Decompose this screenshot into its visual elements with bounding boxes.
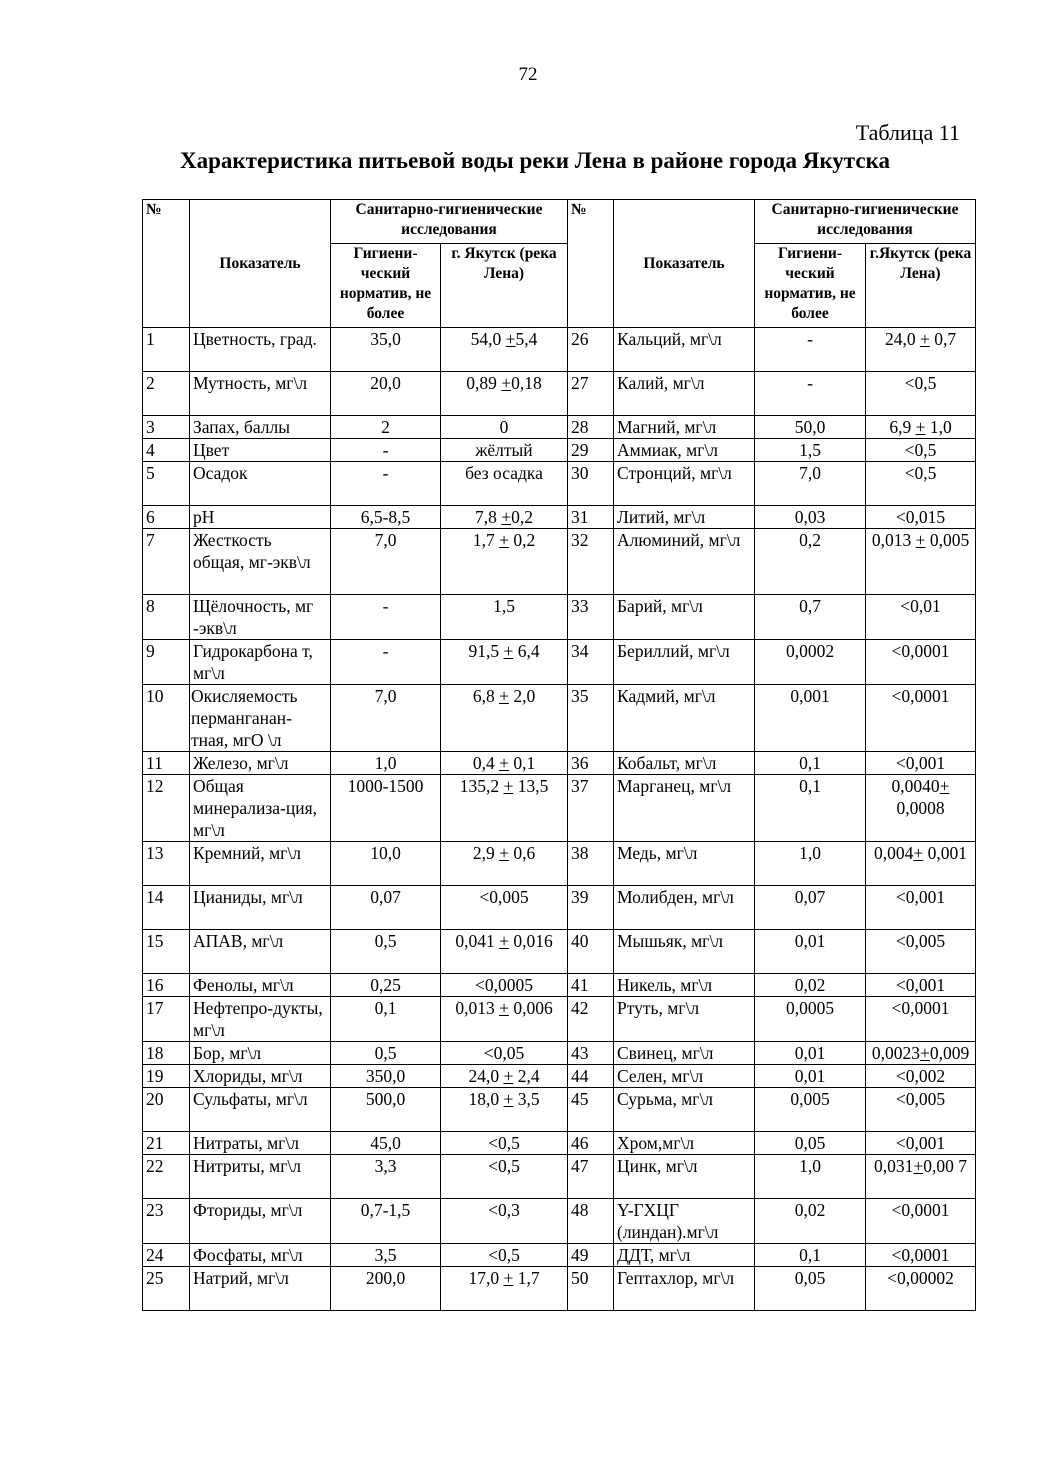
plus-minus-sign: + — [919, 1043, 930, 1063]
indicator-name: Осадок — [190, 462, 331, 506]
row-number: 13 — [143, 842, 190, 886]
table-row — [143, 1199, 976, 1244]
indicator-name: Литий, мг\л — [614, 506, 755, 529]
yakutsk-value: 0,013 + 0,005 — [866, 529, 976, 595]
plus-minus-sign: + — [499, 530, 509, 550]
water-quality-table — [142, 199, 976, 1311]
yakutsk-value: 0,4 + 0,1 — [441, 752, 568, 775]
indicator-name: Алюминий, мг\л — [614, 529, 755, 595]
row-number: 47 — [568, 1155, 614, 1199]
plus-minus-sign: + — [939, 776, 950, 796]
row-number: 10 — [143, 685, 190, 752]
table-row — [143, 462, 976, 506]
yakutsk-value: <0,5 — [441, 1155, 568, 1199]
yakutsk-value: 54,0 +5,4 — [441, 328, 568, 372]
table-label: Таблица 11 — [855, 120, 960, 145]
hygienic-norm: 0,01 — [755, 1042, 866, 1065]
yakutsk-value: 0,031+0,00 7 — [866, 1155, 976, 1199]
hygienic-norm: - — [331, 640, 441, 685]
plus-minus-sign: + — [499, 843, 509, 863]
header-norm-left: Гигиени-ческий норматив, не более — [331, 244, 441, 328]
hygienic-norm: 45,0 — [331, 1132, 441, 1155]
hygienic-norm: 10,0 — [331, 842, 441, 886]
hygienic-norm: 6,5-8,5 — [331, 506, 441, 529]
yakutsk-value: 2,9 + 0,6 — [441, 842, 568, 886]
row-number: 46 — [568, 1132, 614, 1155]
yakutsk-value: <0,0001 — [866, 1199, 976, 1244]
hygienic-norm: 0,07 — [755, 886, 866, 930]
hygienic-norm: 0,005 — [755, 1088, 866, 1132]
hygienic-norm: 35,0 — [331, 328, 441, 372]
row-number: 41 — [568, 974, 614, 997]
table-row — [143, 752, 976, 775]
yakutsk-value: <0,5 — [866, 372, 976, 416]
indicator-name: ДДТ, мг\л — [614, 1244, 755, 1267]
hygienic-norm: 0,05 — [755, 1132, 866, 1155]
row-number: 17 — [143, 997, 190, 1042]
hygienic-norm: 0,01 — [755, 930, 866, 974]
row-number: 15 — [143, 930, 190, 974]
row-number: 25 — [143, 1267, 190, 1311]
row-number: 8 — [143, 595, 190, 640]
row-number: 11 — [143, 752, 190, 775]
indicator-name: Сурьма, мг\л — [614, 1088, 755, 1132]
row-number: 48 — [568, 1199, 614, 1244]
table-row — [143, 328, 976, 372]
table-row — [143, 1132, 976, 1155]
yakutsk-value: 91,5 + 6,4 — [441, 640, 568, 685]
table-row — [143, 1042, 976, 1065]
indicator-name: Медь, мг\л — [614, 842, 755, 886]
row-number: 29 — [568, 439, 614, 462]
header-yakutsk-right: г.Якутск (река Лена) — [866, 244, 976, 328]
hygienic-norm: 0,001 — [755, 685, 866, 752]
plus-minus-sign: + — [499, 753, 509, 773]
plus-minus-sign: + — [503, 776, 514, 796]
yakutsk-value: <0,5 — [441, 1132, 568, 1155]
indicator-name: Цветность, град. — [190, 328, 331, 372]
yakutsk-value: 17,0 + 1,7 — [441, 1267, 568, 1311]
row-number: 43 — [568, 1042, 614, 1065]
yakutsk-value: 0,041 + 0,016 — [441, 930, 568, 974]
yakutsk-value: без осадка — [441, 462, 568, 506]
hygienic-norm: 0,5 — [331, 930, 441, 974]
indicator-name: Гидрокарбона т, мг\л — [190, 640, 331, 685]
row-number: 35 — [568, 685, 614, 752]
yakutsk-value: 0,004+ 0,001 — [866, 842, 976, 886]
hygienic-norm: 0,02 — [755, 974, 866, 997]
table-row — [143, 506, 976, 529]
indicator-name: Общая минерализа-ция, мг\л — [190, 775, 331, 842]
indicator-name: Никель, мг\л — [614, 974, 755, 997]
row-number: 28 — [568, 416, 614, 439]
indicator-name: АПАВ, мг\л — [190, 930, 331, 974]
document-title: Характеристика питьевой воды реки Лена в районе города Якутска — [180, 148, 890, 173]
indicator-name: Цинк, мг\л — [614, 1155, 755, 1199]
row-number: 38 — [568, 842, 614, 886]
row-number: 12 — [143, 775, 190, 842]
hygienic-norm: 0,25 — [331, 974, 441, 997]
plus-minus-sign: + — [505, 329, 516, 349]
yakutsk-value: 0,0040+ 0,0008 — [866, 775, 976, 842]
hygienic-norm: 0,02 — [755, 1199, 866, 1244]
table-row — [143, 1088, 976, 1132]
indicator-name: pH — [190, 506, 331, 529]
indicator-name: Цвет — [190, 439, 331, 462]
header-yakutsk-left: г. Якутск (река Лена) — [441, 244, 568, 328]
row-number: 22 — [143, 1155, 190, 1199]
hygienic-norm: 2 — [331, 416, 441, 439]
hygienic-norm: 20,0 — [331, 372, 441, 416]
header-sanitary-group-right: Санитарно-гигиенические исследования — [755, 200, 976, 244]
hygienic-norm: 0,0002 — [755, 640, 866, 685]
row-number: 20 — [143, 1088, 190, 1132]
indicator-name: Натрий, мг\л — [190, 1267, 331, 1311]
table-row — [143, 1155, 976, 1199]
table-row — [143, 372, 976, 416]
table-row — [143, 685, 976, 752]
header-norm-right: Гигиени-ческий норматив, не более — [755, 244, 866, 328]
indicator-name: Фосфаты, мг\л — [190, 1244, 331, 1267]
hygienic-norm: 3,3 — [331, 1155, 441, 1199]
plus-minus-sign: + — [499, 931, 509, 951]
indicator-name: Хлориды, мг\л — [190, 1065, 331, 1088]
table-row — [143, 974, 976, 997]
indicator-name: Бериллий, мг\л — [614, 640, 755, 685]
hygienic-norm: 1,0 — [755, 842, 866, 886]
indicator-name: Калий, мг\л — [614, 372, 755, 416]
hygienic-norm: - — [755, 372, 866, 416]
hygienic-norm: 200,0 — [331, 1267, 441, 1311]
indicator-name: Магний, мг\л — [614, 416, 755, 439]
table-row — [143, 1065, 976, 1088]
indicator-name: Молибден, мг\л — [614, 886, 755, 930]
hygienic-norm: - — [331, 462, 441, 506]
yakutsk-value: <0,005 — [866, 1088, 976, 1132]
indicator-name: Сульфаты, мг\л — [190, 1088, 331, 1132]
yakutsk-value: 24,0 + 0,7 — [866, 328, 976, 372]
indicator-name: Железо, мг\л — [190, 752, 331, 775]
plus-minus-sign: + — [503, 1066, 514, 1086]
hygienic-norm: 0,2 — [755, 529, 866, 595]
row-number: 16 — [143, 974, 190, 997]
row-number: 14 — [143, 886, 190, 930]
table-row — [143, 842, 976, 886]
row-number: 7 — [143, 529, 190, 595]
table-row — [143, 930, 976, 974]
indicator-name: Марганец, мг\л — [614, 775, 755, 842]
hygienic-norm: - — [331, 595, 441, 640]
plus-minus-sign: + — [915, 417, 926, 437]
table-row — [143, 997, 976, 1042]
yakutsk-value: <0,0001 — [866, 640, 976, 685]
table-row — [143, 640, 976, 685]
yakutsk-value: <0,0001 — [866, 997, 976, 1042]
indicator-name: Нефтепро-дукты, мг\л — [190, 997, 331, 1042]
indicator-name: Мутность, мг\л — [190, 372, 331, 416]
hygienic-norm: 0,1 — [331, 997, 441, 1042]
plus-minus-sign: + — [503, 1089, 514, 1109]
indicator-name: Кремний, мг\л — [190, 842, 331, 886]
yakutsk-value: <0,3 — [441, 1199, 568, 1244]
table-row — [143, 1267, 976, 1311]
row-number: 27 — [568, 372, 614, 416]
yakutsk-value: <0,5 — [441, 1244, 568, 1267]
indicator-name: Мышьяк, мг\л — [614, 930, 755, 974]
plus-minus-sign: + — [501, 507, 512, 527]
row-number: 34 — [568, 640, 614, 685]
row-number: 45 — [568, 1088, 614, 1132]
indicator-name: Кобальт, мг\л — [614, 752, 755, 775]
yakutsk-value: 6,8 + 2,0 — [441, 685, 568, 752]
yakutsk-value: 24,0 + 2,4 — [441, 1065, 568, 1088]
hygienic-norm: 0,5 — [331, 1042, 441, 1065]
yakutsk-value: 0,89 +0,18 — [441, 372, 568, 416]
table-row — [143, 775, 976, 842]
row-number: 32 — [568, 529, 614, 595]
table-row — [143, 595, 976, 640]
hygienic-norm: 3,5 — [331, 1244, 441, 1267]
row-number: 37 — [568, 775, 614, 842]
header-number-left: № — [143, 200, 190, 328]
hygienic-norm: 7,0 — [755, 462, 866, 506]
table-body — [143, 328, 976, 1311]
indicator-name: Фториды, мг\л — [190, 1199, 331, 1244]
hygienic-norm: 350,0 — [331, 1065, 441, 1088]
yakutsk-value: 7,8 +0,2 — [441, 506, 568, 529]
yakutsk-value: <0,5 — [866, 439, 976, 462]
yakutsk-value: 0,013 + 0,006 — [441, 997, 568, 1042]
yakutsk-value: <0,001 — [866, 1132, 976, 1155]
plus-minus-sign: + — [503, 641, 514, 661]
yakutsk-value: <0,005 — [441, 886, 568, 930]
table-row — [143, 1244, 976, 1267]
yakutsk-value: <0,5 — [866, 462, 976, 506]
indicator-name: Хром,мг\л — [614, 1132, 755, 1155]
row-number: 18 — [143, 1042, 190, 1065]
hygienic-norm: 7,0 — [331, 529, 441, 595]
row-number: 4 — [143, 439, 190, 462]
row-number: 36 — [568, 752, 614, 775]
hygienic-norm: 0,1 — [755, 775, 866, 842]
table-row — [143, 416, 976, 439]
row-number: 2 — [143, 372, 190, 416]
indicator-name: Y-ГХЦГ (линдан).мг\л — [614, 1199, 755, 1244]
yakutsk-value: <0,00002 — [866, 1267, 976, 1311]
row-number: 50 — [568, 1267, 614, 1311]
hygienic-norm: 0,1 — [755, 1244, 866, 1267]
yakutsk-value: <0,001 — [866, 752, 976, 775]
indicator-name: Фенолы, мг\л — [190, 974, 331, 997]
hygienic-norm: - — [331, 439, 441, 462]
page-number: 72 — [518, 64, 538, 85]
row-number: 21 — [143, 1132, 190, 1155]
indicator-name: Бор, мг\л — [190, 1042, 331, 1065]
yakutsk-value: <0,015 — [866, 506, 976, 529]
plus-minus-sign: + — [915, 530, 926, 550]
yakutsk-value: <0,001 — [866, 974, 976, 997]
yakutsk-value: 0 — [441, 416, 568, 439]
indicator-name: Нитриты, мг\л — [190, 1155, 331, 1199]
yakutsk-value: 1,5 — [441, 595, 568, 640]
table-row — [143, 886, 976, 930]
yakutsk-value: <0,0001 — [866, 685, 976, 752]
row-number: 5 — [143, 462, 190, 506]
row-number: 6 — [143, 506, 190, 529]
hygienic-norm: - — [755, 328, 866, 372]
hygienic-norm: 0,0005 — [755, 997, 866, 1042]
indicator-name: Стронций, мг\л — [614, 462, 755, 506]
header-number-right: № — [568, 200, 614, 328]
header-indicator-left: Показатель — [190, 200, 331, 328]
row-number: 44 — [568, 1065, 614, 1088]
plus-minus-sign: + — [499, 686, 509, 706]
hygienic-norm: 50,0 — [755, 416, 866, 439]
hygienic-norm: 1,0 — [331, 752, 441, 775]
hygienic-norm: 1,5 — [755, 439, 866, 462]
hygienic-norm: 0,01 — [755, 1065, 866, 1088]
plus-minus-sign: + — [503, 1268, 514, 1288]
table-header — [143, 200, 976, 328]
indicator-name: Барий, мг\л — [614, 595, 755, 640]
table-row — [143, 439, 976, 462]
plus-minus-sign: + — [919, 329, 930, 349]
hygienic-norm: 0,1 — [755, 752, 866, 775]
yakutsk-value: <0,005 — [866, 930, 976, 974]
yakutsk-value: 1,7 + 0,2 — [441, 529, 568, 595]
hygienic-norm: 0,03 — [755, 506, 866, 529]
hygienic-norm: 7,0 — [331, 685, 441, 752]
table-row — [143, 529, 976, 595]
row-number: 49 — [568, 1244, 614, 1267]
yakutsk-value: <0,05 — [441, 1042, 568, 1065]
header-sanitary-group-left: Санитарно-гигиенические исследования — [331, 200, 568, 244]
yakutsk-value: 0,0023+0,009 — [866, 1042, 976, 1065]
header-indicator-right: Показатель — [614, 200, 755, 328]
indicator-name: Окисляемость перманганан-тная, мгО \л — [190, 685, 331, 752]
indicator-name: Щёлочность, мг -экв\л — [190, 595, 331, 640]
hygienic-norm: 0,7 — [755, 595, 866, 640]
indicator-name: Нитраты, мг\л — [190, 1132, 331, 1155]
plus-minus-sign: + — [913, 1156, 924, 1176]
row-number: 19 — [143, 1065, 190, 1088]
indicator-name: Свинец, мг\л — [614, 1042, 755, 1065]
row-number: 9 — [143, 640, 190, 685]
hygienic-norm: 1000-1500 — [331, 775, 441, 842]
yakutsk-value: 18,0 + 3,5 — [441, 1088, 568, 1132]
row-number: 24 — [143, 1244, 190, 1267]
yakutsk-value: <0,0001 — [866, 1244, 976, 1267]
indicator-name: Цианиды, мг\л — [190, 886, 331, 930]
yakutsk-value: 135,2 + 13,5 — [441, 775, 568, 842]
row-number: 39 — [568, 886, 614, 930]
yakutsk-value: 6,9 + 1,0 — [866, 416, 976, 439]
row-number: 23 — [143, 1199, 190, 1244]
hygienic-norm: 500,0 — [331, 1088, 441, 1132]
yakutsk-value: <0,002 — [866, 1065, 976, 1088]
plus-minus-sign: + — [913, 843, 924, 863]
indicator-name: Аммиак, мг\л — [614, 439, 755, 462]
yakutsk-value: <0,001 — [866, 886, 976, 930]
row-number: 42 — [568, 997, 614, 1042]
hygienic-norm: 0,05 — [755, 1267, 866, 1311]
indicator-name: Селен, мг\л — [614, 1065, 755, 1088]
row-number: 31 — [568, 506, 614, 529]
row-number: 33 — [568, 595, 614, 640]
indicator-name: Запах, баллы — [190, 416, 331, 439]
indicator-name: Кальций, мг\л — [614, 328, 755, 372]
hygienic-norm: 1,0 — [755, 1155, 866, 1199]
hygienic-norm: 0,07 — [331, 886, 441, 930]
row-number: 26 — [568, 328, 614, 372]
hygienic-norm: 0,7-1,5 — [331, 1199, 441, 1244]
indicator-name: Ртуть, мг\л — [614, 997, 755, 1042]
indicator-name: Гептахлор, мг\л — [614, 1267, 755, 1311]
yakutsk-value: <0,0005 — [441, 974, 568, 997]
yakutsk-value: жёлтый — [441, 439, 568, 462]
yakutsk-value: <0,01 — [866, 595, 976, 640]
row-number: 3 — [143, 416, 190, 439]
plus-minus-sign: + — [499, 998, 509, 1018]
indicator-name: Кадмий, мг\л — [614, 685, 755, 752]
row-number: 1 — [143, 328, 190, 372]
row-number: 40 — [568, 930, 614, 974]
indicator-name: Жесткость общая, мг-экв\л — [190, 529, 331, 595]
row-number: 30 — [568, 462, 614, 506]
plus-minus-sign: + — [501, 373, 512, 393]
